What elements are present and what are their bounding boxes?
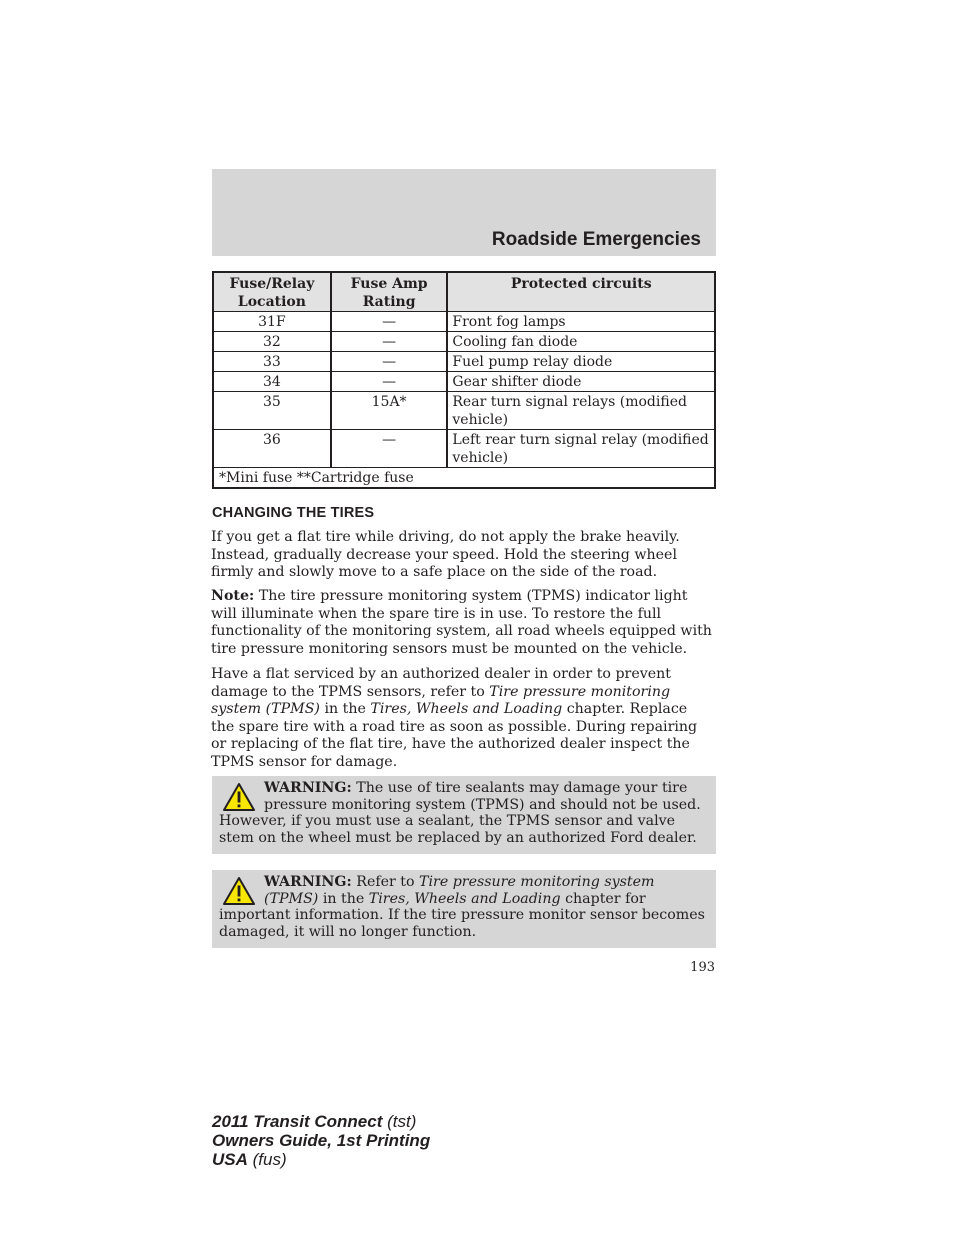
paragraph-note bbox=[211, 588, 713, 658]
warning-label: WARNING: bbox=[264, 780, 352, 796]
footer-line-1 bbox=[212, 1112, 430, 1131]
column-header-location: Fuse/Relay Location bbox=[213, 272, 331, 312]
cell-circuit: Gear shifter diode bbox=[447, 372, 715, 392]
warning-text-c: chapter for important information. If the tire pressure monitor sensor becomes damaged, it will no longer function. bbox=[219, 890, 705, 940]
column-header-rating: Fuse Amp Rating bbox=[331, 272, 448, 312]
service-ref-chapter: Tires, Wheels and Loading bbox=[370, 701, 563, 718]
table-row bbox=[213, 352, 715, 372]
cell-circuit: Left rear turn signal relay (modified vehicle) bbox=[447, 430, 715, 468]
table-row bbox=[213, 312, 715, 332]
document-footer bbox=[212, 1112, 430, 1169]
warning-label: WARNING: bbox=[264, 874, 352, 890]
table-row bbox=[213, 392, 715, 430]
table-row bbox=[213, 332, 715, 352]
service-text-c: chapter. Replace the spare tire with a road tire as soon as possible. During repairing or replacing of the flat tire, have the authorized dealer inspect the TPMS sensor for damage. bbox=[211, 701, 698, 770]
cell-circuit: Cooling fan diode bbox=[447, 332, 715, 352]
table-footnote: *Mini fuse **Cartridge fuse bbox=[213, 468, 715, 489]
footer-edition: Owners Guide, 1st Printing bbox=[212, 1131, 431, 1150]
service-ref-tpms: Tire pressure monitoring system (TPMS) bbox=[211, 683, 671, 718]
cell-rating: — bbox=[331, 312, 448, 332]
paragraph-flat-tire: If you get a flat tire while driving, do not apply the brake heavily. Instead, gradually decrease your speed. Hold the steering wheel firmly and slowly move to a safe place on the side of the road. bbox=[211, 529, 680, 581]
table-row bbox=[213, 430, 715, 468]
cell-rating: 15A* bbox=[331, 392, 448, 430]
footer-line-2 bbox=[212, 1131, 430, 1150]
cell-circuit: Fuel pump relay diode bbox=[447, 352, 715, 372]
warning-ref-tpms: Tire pressure monitoring system (TPMS) bbox=[264, 874, 655, 907]
cell-circuit: Front fog lamps bbox=[447, 312, 715, 332]
cell-rating: — bbox=[331, 372, 448, 392]
table-header-row bbox=[213, 272, 715, 312]
service-text-a: Have a flat serviced by an authorized dealer in order to prevent damage to the TPMS sensors, refer to bbox=[211, 666, 671, 700]
warning-text: The use of tire sealants may damage your tire pressure monitoring system (TPMS) and should not be used. However, if you must use a sealant, the TPMS sensor and valve stem on the wheel must be replaced by an authorized Ford dealer. bbox=[219, 780, 701, 846]
cell-location: 36 bbox=[213, 430, 331, 468]
page-number: 193 bbox=[690, 960, 715, 975]
cell-rating: — bbox=[331, 332, 448, 352]
cell-circuit: Rear turn signal relays (modified vehicle) bbox=[447, 392, 715, 430]
header-band bbox=[212, 169, 716, 256]
note-label: Note: bbox=[211, 588, 255, 604]
paragraph-service bbox=[211, 666, 713, 772]
column-header-circuits: Protected circuits bbox=[447, 272, 715, 312]
cell-location: 35 bbox=[213, 392, 331, 430]
warning-triangle-icon bbox=[222, 876, 256, 906]
section-title: Roadside Emergencies bbox=[491, 229, 701, 250]
service-text-b: in the bbox=[319, 701, 371, 718]
footer-market-code: (fus) bbox=[247, 1150, 287, 1169]
cell-location: 31F bbox=[213, 312, 331, 332]
warning-triangle-icon bbox=[222, 782, 256, 812]
cell-rating: — bbox=[331, 430, 448, 468]
warning-text-b: in the bbox=[318, 890, 369, 907]
fuse-table bbox=[212, 271, 716, 489]
footer-market: USA bbox=[212, 1150, 248, 1169]
table-footnote-row bbox=[213, 468, 715, 489]
warning-ref-chapter: Tires, Wheels and Loading bbox=[368, 890, 561, 907]
footer-line-3 bbox=[212, 1150, 430, 1169]
footer-model-code: (tst) bbox=[382, 1112, 417, 1131]
cell-location: 33 bbox=[213, 352, 331, 372]
section-heading: CHANGING THE TIRES bbox=[212, 505, 375, 521]
cell-rating: — bbox=[331, 352, 448, 372]
table-row bbox=[213, 372, 715, 392]
cell-location: 34 bbox=[213, 372, 331, 392]
note-text: The tire pressure monitoring system (TPMS) indicator light will illuminate when the spare tire is in use. To restore the full functionality of the monitoring system, all road wheels equipped with tire pressure monitoring sensors must be mounted on the vehicle. bbox=[211, 588, 712, 657]
warning-box-tpms bbox=[212, 870, 716, 948]
cell-location: 32 bbox=[213, 332, 331, 352]
warning-text-a: Refer to bbox=[351, 874, 420, 890]
warning-box-sealants bbox=[212, 776, 716, 854]
footer-model: 2011 Transit Connect bbox=[212, 1112, 383, 1131]
